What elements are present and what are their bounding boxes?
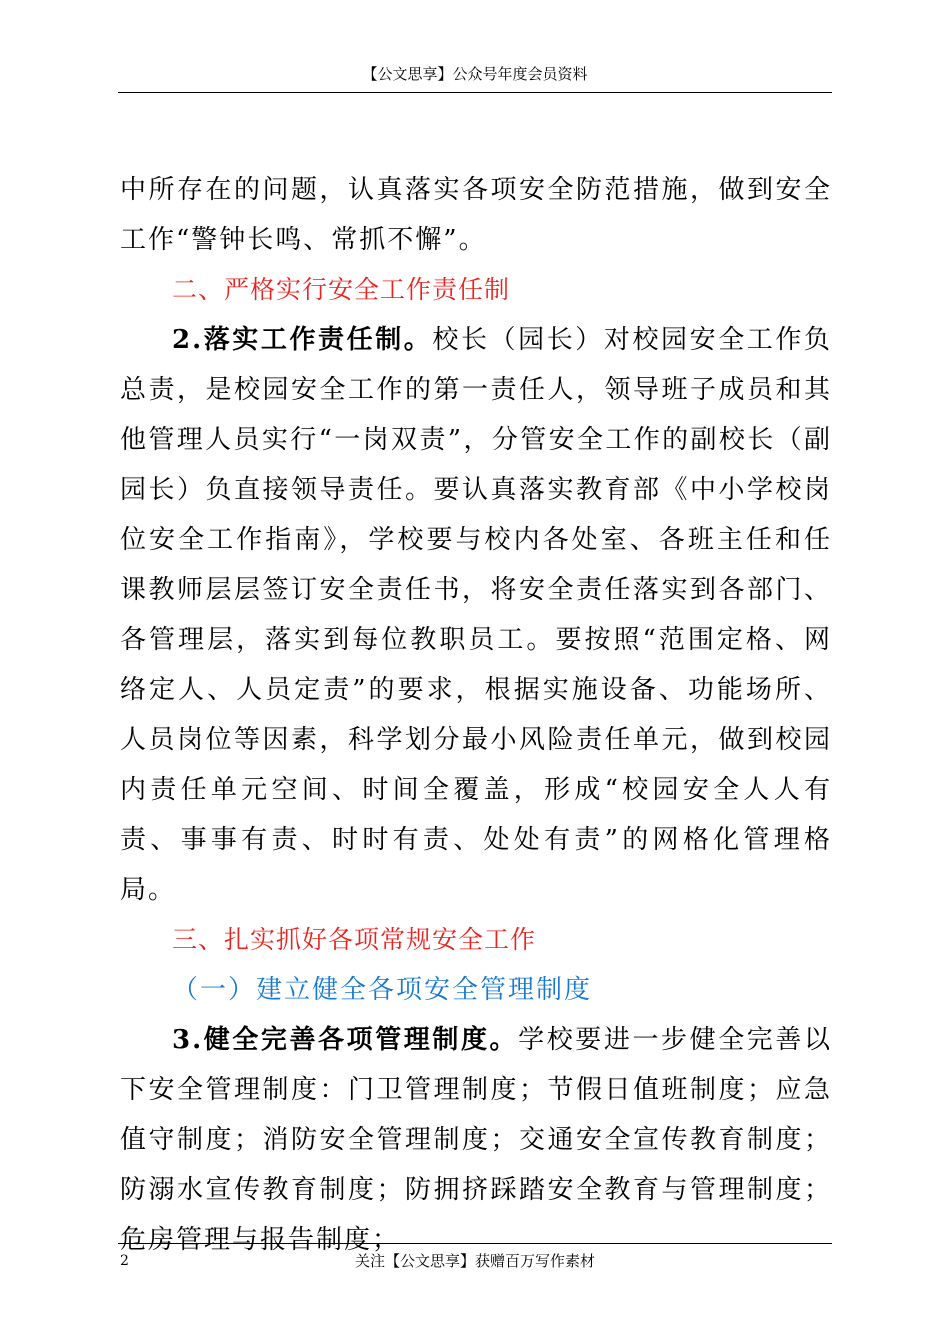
page-number: 2 — [120, 1253, 129, 1269]
paragraph-body-3: 学校要进一步健全完善以下安全管理制度：门卫管理制度；节假日值班制度；应急值守制度；消防安全管理制度；交通安全宣传教育制度；防溺水宣传教育制度；防拥挤踩踏安全教育与管理制度；危房管理与报告制度； — [120, 1025, 832, 1255]
header-divider — [118, 92, 832, 93]
section-heading-2: 二、严格实行安全工作责任制 — [172, 275, 511, 304]
subsection-heading-1: （一）建立健全各项安全管理制度 — [172, 975, 593, 1005]
paragraph-lead-3: 3.健全完善各项管理制度。 — [172, 1025, 519, 1055]
page-header: 【公文思享】公众号年度会员资料 — [362, 65, 588, 83]
section-heading-3: 三、扎实抓好各项常规安全工作 — [172, 925, 537, 954]
footer-divider — [118, 1243, 832, 1244]
page-footer: 关注【公文思享】获赠百万写作素材 — [354, 1252, 595, 1270]
paragraph-continuation: 中所存在的问题，认真落实各项安全防范措施，做到安全工作“警钟长鸣、常抓不懈”。 — [120, 175, 832, 255]
document-body — [120, 165, 832, 1265]
paragraph-lead-2: 2.落实工作责任制。 — [172, 325, 433, 355]
paragraph-responsibility — [120, 315, 832, 915]
paragraph-body-2: 校长（园长）对校园安全工作负总责，是校园安全工作的第一责任人，领导班子成员和其他管理人员实行“一岗双责”，分管安全工作的副校长（副园长）负直接领导责任。要认真落实教育部《中小学校岗位安全工作指南》，学校要与校内各处室、各班主任和任课教师层层签订安全责任书，将安全责任落实到各部门、各管理层，落实到每位教职员工。要按照“范围定格、网络定人、人员定责”的要求，根据实施设备、功能场所、人员岗位等因素，科学划分最小风险责任单元，做到校园内责任单元空间、时间全覆盖，形成“校园安全人人有责、事事有责、时时有责、处处有责”的网格化管理格局。 — [120, 325, 832, 905]
paragraph-management-system — [120, 1015, 832, 1265]
